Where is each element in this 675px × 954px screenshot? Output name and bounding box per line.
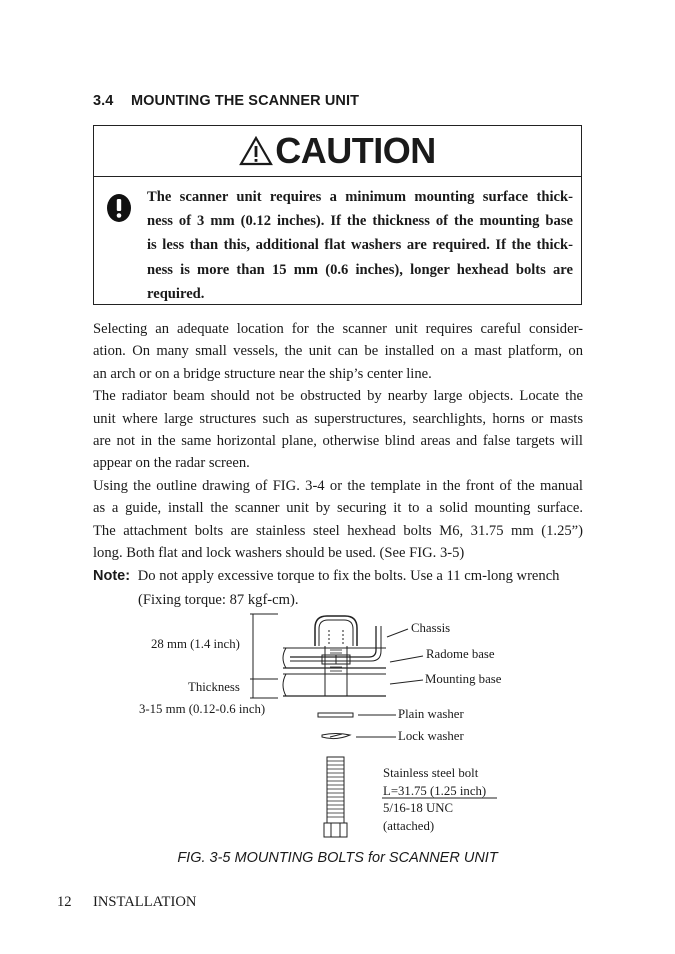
caution-line: ness of 3 mm (0.12 inches). If the thickness of the mounting base: [147, 213, 573, 230]
label-mounting-base: Mounting base: [425, 672, 502, 686]
label-bolt-line: L=31.75 (1.25 inch): [383, 783, 487, 798]
label-thickness: Thickness: [188, 680, 240, 694]
label-bolt: [383, 765, 486, 835]
caution-line: required.: [147, 285, 205, 302]
label-bolt-line: Stainless steel bolt: [383, 766, 479, 780]
note-text: Do not apply excessive torque to fix the bolts. Use a 11 cm-long wrench: [137, 568, 560, 584]
figure-caption: FIG. 3-5 MOUNTING BOLTS for SCANNER UNIT: [177, 850, 498, 866]
caution-line: is less than this, additional flat washers are required. If the thick-: [147, 237, 573, 254]
label-chassis: Chassis: [411, 621, 451, 635]
text-line: The radiator beam should not be obstructed by nearby large objects. Locate the: [93, 388, 583, 405]
note-label: Note:: [93, 568, 131, 584]
text-line: an arch or on a bridge structure near the ship’s center line.: [93, 365, 432, 382]
label-bolt-line: 5/16-18 UNC: [383, 801, 454, 815]
text-line: The attachment bolts are stainless steel hexhead bolts M6, 31.75 mm (1.25”): [93, 522, 583, 539]
label-lock-washer: Lock washer: [398, 729, 464, 743]
label-dimension-28mm: 28 mm (1.4 inch): [151, 637, 240, 651]
text-line: long. Both flat and lock washers should be used. (See FIG. 3-5): [93, 545, 465, 562]
caution-line: ness is more than 15 mm (0.6 inches), longer hexhead bolts are: [147, 261, 573, 278]
label-radome-base: Radome base: [426, 647, 495, 661]
text-line: Selecting an adequate location for the scanner unit requires careful consider-: [93, 321, 583, 337]
text-line: Using the outline drawing of FIG. 3-4 or the template in the front of the manual: [93, 477, 583, 494]
section-number: 3.4: [93, 93, 114, 109]
text-line: appear on the radar screen.: [93, 455, 250, 472]
text-line: ation. On many small vessels, the unit can be installed on a mast platform, on: [93, 343, 583, 360]
label-thickness-range: 3-15 mm (0.12-0.6 inch): [139, 702, 266, 716]
text-line: unit where large structures such as superstructures, searchlights, horns or masts: [93, 410, 583, 427]
label-bolt-line: (attached): [383, 818, 435, 833]
caution-heading: CAUTION: [275, 130, 436, 171]
page-number: 12: [57, 894, 72, 910]
note-text-continued: (Fixing torque: 87 kgf-cm).: [138, 592, 299, 609]
label-plain-washer: Plain washer: [398, 707, 464, 721]
text-line: as a guide, install the scanner unit by securing it to a solid mounting surface.: [93, 500, 583, 517]
page-footer: [57, 894, 196, 911]
caution-line: The scanner unit requires a minimum mounting surface thick-: [147, 189, 573, 205]
text-line: are not in the same horizontal plane, otherwise blind areas and false targets will: [93, 433, 583, 450]
section-title: MOUNTING THE SCANNER UNIT: [131, 93, 360, 109]
chapter-name: INSTALLATION: [93, 894, 197, 910]
